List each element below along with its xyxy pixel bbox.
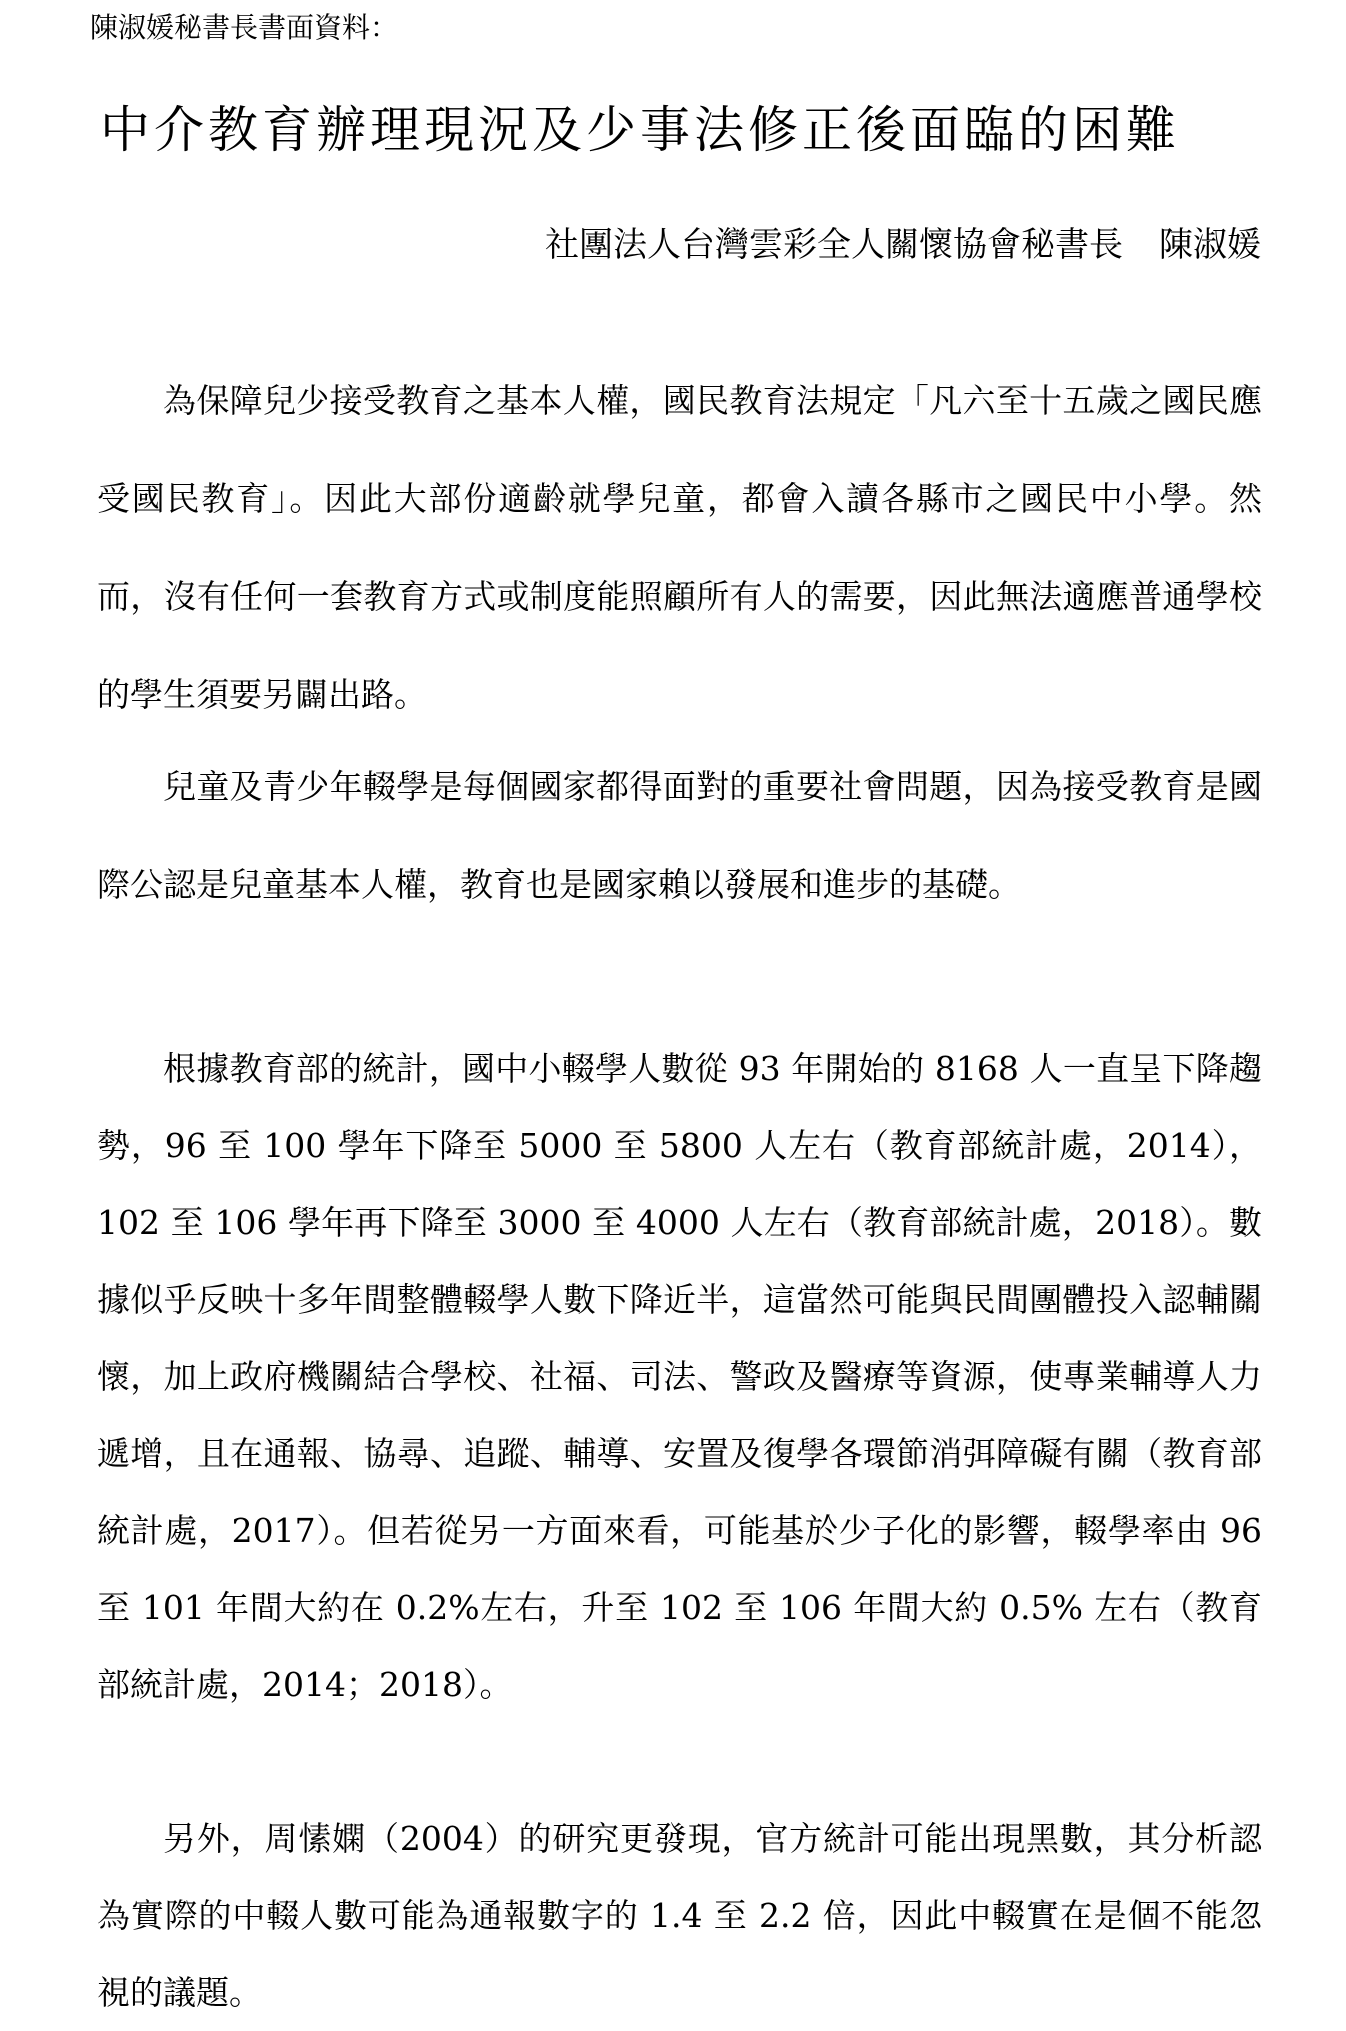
paragraph-text: 為保障兒少接受教育之基本人權，國民教育法規定「凡六至十五歲之國民應受國民教育」。因此大部份適齡就學兒童，都會入讀各縣市之國民中小學。然而，沒有任何一套教育方式或制度能照顧所有人的需要，因此無法適應普通學校的學生須要另闢出路。 bbox=[97, 381, 1262, 714]
paragraph-text: 兒童及青少年輟學是每個國家都得面對的重要社會問題，因為接受教育是國際公認是兒童基本人權，教育也是國家賴以發展和進步的基礎。 bbox=[97, 767, 1262, 904]
author-line bbox=[545, 222, 1261, 268]
header-note: 陳淑媛秘書長書面資料： bbox=[90, 11, 399, 44]
author-affiliation: 社團法人台灣雲彩全人關懷協會秘書長 bbox=[545, 225, 1123, 265]
body-paragraph-3 bbox=[97, 1030, 1262, 1723]
body-paragraph-4 bbox=[97, 1800, 1262, 2031]
body-paragraph-1 bbox=[97, 352, 1262, 744]
author-name: 陳淑媛 bbox=[1159, 225, 1261, 265]
body-paragraph-2 bbox=[97, 738, 1262, 934]
document-title: 中介教育辦理現況及少事法修正後面臨的困難 bbox=[100, 101, 1180, 159]
paragraph-text: 另外，周愫嫻（2004）的研究更發現，官方統計可能出現黑數，其分析認為實際的中輟人數可能為通報數字的 1.4 至 2.2 倍，因此中輟實在是個不能忽視的議題。 bbox=[97, 1819, 1262, 2012]
paragraph-text: 根據教育部的統計，國中小輟學人數從 93 年開始的 8168 人一直呈下降趨勢，96 至 100 學年下降至 5000 至 5800 人左右（教育部統計處，2014），102 至 106 學年再下降至 3000 至 4000 人左右（教育部統計處，2018）。數據似乎反映十多年間整體輟學人數下降近半，這當然可能與民間團體投入認輔關懷，加上政府機關結合學校、社福、司法、警政及醫療等資源，使專業輔導人力遞增，且在通報、協尋、追蹤、輔導、安置及復學各環節消弭障礙有關（教育部統計處，2017）。但若從另一方面來看，可能基於少子化的影響，輟學率由 96 至 101 年間大約在 0.2%左右，升至 102 至 106 年間大約 0.5% 左右（教育部統計處，2014；2018）。 bbox=[97, 1049, 1262, 1704]
